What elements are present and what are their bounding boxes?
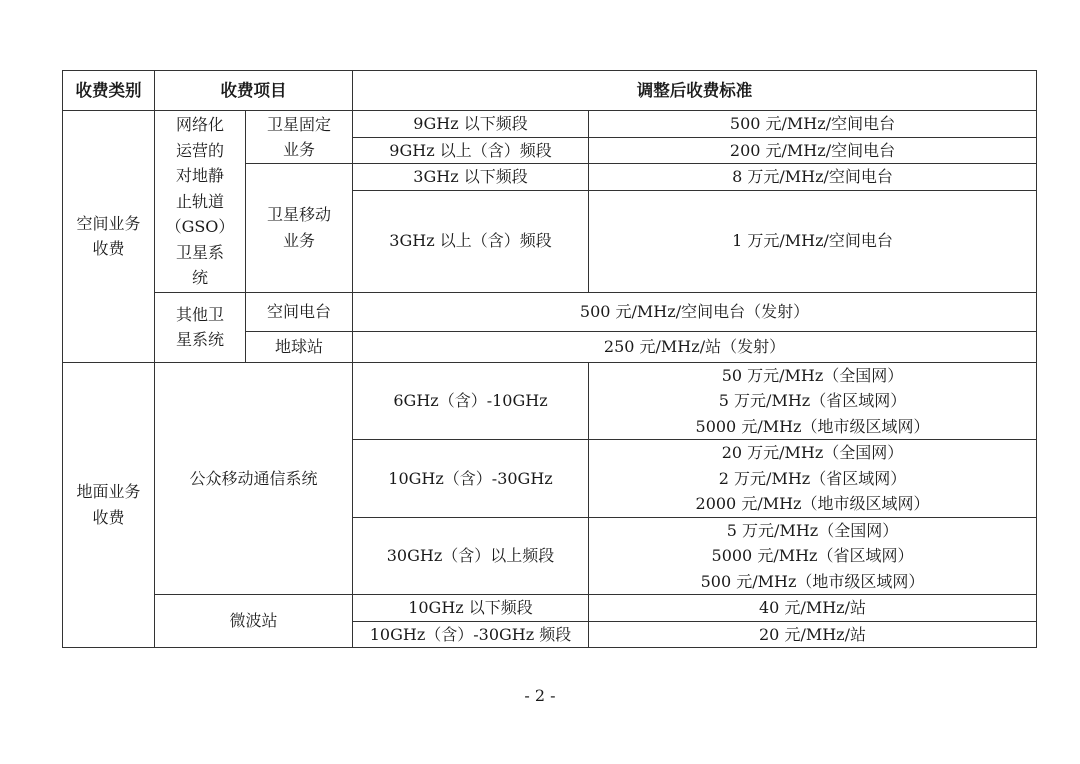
band-cell: 10GHz（含）-30GHz 频段 bbox=[353, 621, 589, 648]
fee-cell: 200 元/MHz/空间电台 bbox=[589, 137, 1037, 164]
band-cell: 9GHz 以上（含）频段 bbox=[353, 137, 589, 164]
microwave-cell: 微波站 bbox=[155, 595, 353, 648]
table-row bbox=[63, 362, 1037, 440]
band-cell: 9GHz 以下频段 bbox=[353, 111, 589, 138]
fee-cell: 20 万元/MHz（全国网） 2 万元/MHz（省区域网） 2000 元/MHz（地市级区域网） bbox=[589, 440, 1037, 518]
band-cell: 3GHz 以下频段 bbox=[353, 164, 589, 191]
fee-table bbox=[62, 70, 1037, 648]
fee-cell: 1 万元/MHz/空间电台 bbox=[589, 190, 1037, 292]
fee-cell: 5 万元/MHz（全国网） 5000 元/MHz（省区域网） 500 元/MHz（地市级区域网） bbox=[589, 517, 1037, 595]
band-cell: 10GHz（含）-30GHz bbox=[353, 440, 589, 518]
fee-cell: 500 元/MHz/空间电台（发射） bbox=[353, 292, 1037, 331]
mobile-service-cell: 卫星移动 业务 bbox=[246, 164, 353, 293]
band-cell: 10GHz 以下频段 bbox=[353, 595, 589, 622]
public-mobile-cell: 公众移动通信系统 bbox=[155, 362, 353, 595]
fee-cell: 50 万元/MHz（全国网） 5 万元/MHz（省区域网） 5000 元/MHz（地市级区域网） bbox=[589, 362, 1037, 440]
band-cell: 6GHz（含）-10GHz bbox=[353, 362, 589, 440]
gso-cell: 网络化 运营的 对地静 止轨道 （GSO） 卫星系 统 bbox=[155, 111, 246, 293]
fee-cell: 40 元/MHz/站 bbox=[589, 595, 1037, 622]
other-satellite-cell: 其他卫 星系统 bbox=[155, 292, 246, 362]
fee-cell: 500 元/MHz/空间电台 bbox=[589, 111, 1037, 138]
header-standard: 调整后收费标准 bbox=[353, 71, 1037, 111]
header-item: 收费项目 bbox=[155, 71, 353, 111]
band-cell: 3GHz 以上（含）频段 bbox=[353, 190, 589, 292]
ground-category-cell: 地面业务 收费 bbox=[63, 362, 155, 648]
page-number: - 2 - bbox=[524, 686, 556, 705]
table-row bbox=[63, 111, 1037, 138]
fee-cell: 20 元/MHz/站 bbox=[589, 621, 1037, 648]
space-station-label: 空间电台 bbox=[246, 292, 353, 331]
earth-station-label: 地球站 bbox=[246, 331, 353, 362]
band-cell: 30GHz（含）以上频段 bbox=[353, 517, 589, 595]
header-row bbox=[63, 71, 1037, 111]
header-category: 收费类别 bbox=[63, 71, 155, 111]
fee-cell: 8 万元/MHz/空间电台 bbox=[589, 164, 1037, 191]
fixed-service-cell: 卫星固定 业务 bbox=[246, 111, 353, 164]
table-row bbox=[63, 292, 1037, 331]
fee-cell: 250 元/MHz/站（发射） bbox=[353, 331, 1037, 362]
table-row bbox=[63, 595, 1037, 622]
space-category-cell: 空间业务 收费 bbox=[63, 111, 155, 363]
